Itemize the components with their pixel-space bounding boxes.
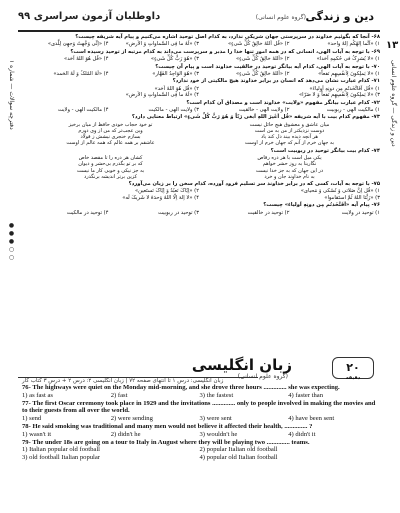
answer-option[interactable]: 3) old football Italian popular xyxy=(22,454,101,462)
answer-option[interactable]: ۳) «رَبُّنَا اللهُ ثُمَّ استَقاموا» xyxy=(324,194,380,201)
subject-group: (گروه علوم انسانی) xyxy=(255,14,306,21)
english-section-banner xyxy=(18,355,382,384)
question-text: 76- The highways were quiet on the Monday mid-morning, and she drove three hours .............. she was expecting. xyxy=(22,384,340,391)
english-syllabus: زبان انگلیسی: درس ۱ تا انتهای صفحه ۷۲ | زبان انگلیسی ۲: درس ۲ + درس ۳ کتاب کار xyxy=(22,378,224,384)
question-text: ۷۲- کدام عبارت بیانگر مفهوم «ولایت» خداوند است و مصداق آن کدام است؟ xyxy=(186,99,380,106)
question-text: ۶۹- با توجه به آیات الهی، انسانی که در همه امور تنها خدا را مدبر و سرپرست می‌داند به کدام مرتبه از توحید رسیده است؟ xyxy=(70,48,380,55)
poem-hemistich: کشان هر ذره را تا مقصد خاص xyxy=(78,155,143,162)
question-text: ۷۰- با توجه به آیات الهی، کدام آیه بیانگر توحید در خالقیت خداوند است و پیام آن چیست؟ xyxy=(155,63,380,70)
answer-option[interactable]: 3) wouldn't he xyxy=(199,430,238,438)
english-section-title: زبان انگلیسی xyxy=(191,356,292,374)
answer-option[interactable]: ۲) «اَللهُ خالِقُ کُلِّ شَیءٍ» xyxy=(236,56,290,63)
answer-options xyxy=(20,188,380,201)
answer-option[interactable]: ۲) «قُل اَللهُ خالِقُ کُلِّ شَیءٍ» xyxy=(227,41,290,48)
english-questions xyxy=(22,384,377,462)
poem-hemistich: هر آنچه دیده بیند دل کند یاد xyxy=(260,134,319,141)
poem-hemistich: در این جهان که به جز خدا نیست xyxy=(255,167,324,174)
question-text: ۷۴- کدام بیت بیانگر توحید در ربوبیت است؟ xyxy=(270,147,380,154)
answer-option[interactable]: ۳) «هُوَ رَبُّ کُلِّ شَیءٍ» xyxy=(150,56,199,63)
poem-hemistich: نگارینا به روز حشر خواهم xyxy=(262,161,317,168)
answer-options xyxy=(22,415,377,423)
poem-hemistich: کزین برتر اندیشه برنگذرد xyxy=(84,173,137,180)
question-text: ۷۶- پیام آیه «اَفَتَّخَذتُم مِن دونِهِ اَولیاءَ» چیست؟ xyxy=(263,202,380,209)
poem-hemistich: به جز نیکی و خوبی کار ما نیست xyxy=(76,167,145,174)
answer-options xyxy=(20,71,380,77)
answer-option[interactable]: ۱) «اَنَّما اِلهُکُم اِلهٌ واحد» xyxy=(327,41,380,48)
answer-options xyxy=(20,56,380,62)
question-text: ۷۱- کدام عبارت نشان می‌دهد که انسان در برابر خداوند هیچ مالکیتی از خود ندارد؟ xyxy=(172,78,380,85)
english-section-group: (گروه علوم انسانی) xyxy=(237,373,288,380)
question-text: ۷۳- مفهوم کدام بیت با آیه شریفه «قُل اَغَیرَ اللهِ اَبغی رَبّاً وَ هُوَ رَبُّ کُلِّ شَیءٍ» ارتباط معنایی دارد؟ xyxy=(131,114,380,121)
answer-option[interactable]: ۴) «لَهُ ما فِی السَّماواتِ وَ الاَرض» xyxy=(125,92,199,99)
left-sidebar xyxy=(3,60,15,490)
answer-option[interactable]: ۲) «اَللهُ خالِقُ کُلِّ شَیءٍ» xyxy=(236,71,290,78)
answer-option[interactable]: ۴) «قُل هُوَ اللهُ اَحَد» xyxy=(64,56,109,63)
answer-option[interactable]: 1) send xyxy=(22,415,42,423)
question-text: 78- He said smoking was traditional and many men would not believe it affected their health, .............. ? xyxy=(22,422,313,430)
question-text: 79- The under 18s are going on a tour to Italy in August where they will be playing two .............. teams. xyxy=(22,438,310,446)
poem-hemistich: تو خود حجاب خودی حافظ از میان برخیز xyxy=(68,121,153,128)
answer-option[interactable]: 2) were sending xyxy=(110,415,153,423)
answer-option[interactable]: ۴) «لَهُ المُلکُ وَ لَهُ الحَمد» xyxy=(53,71,109,78)
answer-option[interactable]: 1) Italian popular old football xyxy=(22,446,101,454)
subject-title: دین و زندگی xyxy=(305,10,374,23)
answer-option[interactable]: 2) popular Italian old football xyxy=(199,446,278,454)
time-badge-unit: دقیقه xyxy=(345,375,361,381)
answer-option[interactable]: ۱) «قُل اِنَّ صَلاتی وَ نُسُکی وَ مَحیای» xyxy=(300,188,380,195)
time-badge-number: ۲۰ xyxy=(346,361,360,374)
question-text: 77- The first Oscar ceremony took place in 1929 and the invitations .............. only to people involved in making the movies and to their guests from all over the world. xyxy=(22,399,376,415)
answer-option[interactable]: 3) the fastest xyxy=(199,391,234,399)
answer-option[interactable]: ۴) «لا اِلهَ اِلّا اللهُ وَحدَهُ لا شَریکَ لَه» xyxy=(122,194,199,201)
answer-option[interactable]: 4) faster than xyxy=(288,391,324,399)
poem-hemistich: بسازم خنجری نیشش ز فولاد xyxy=(80,134,141,141)
answer-options xyxy=(22,392,377,400)
right-sidebar-label: دین و زندگی — گروه علوم انسانی xyxy=(390,60,397,147)
answer-options xyxy=(20,41,380,47)
answer-option[interactable]: ۱) «لا یَملِکونَ لِاَنفُسِهِم نَفعاً» xyxy=(318,71,380,78)
answer-option[interactable]: 4) popular old Italian football xyxy=(199,454,278,462)
answer-option[interactable]: 3) were sent xyxy=(199,415,232,423)
poem-hemistich: به نام خداوند جان و خرد xyxy=(264,173,315,180)
answer-option[interactable]: ۳) «لَهُ ما فِی السَّماواتِ وَ الاَرض» xyxy=(125,41,199,48)
poem-hemistich: یکی میل است با هر ذره رقاص xyxy=(257,155,322,162)
answer-options xyxy=(22,431,377,439)
answer-option[interactable]: ۳) «هُوَ الوَاحِدُ القَهَّار» xyxy=(152,71,199,78)
answer-options xyxy=(20,107,380,113)
poem-verses xyxy=(24,122,376,147)
answer-option[interactable]: ۴) مالکیت الهی - ولایت xyxy=(58,107,109,114)
question-text: ۷۵- با توجه به آیات، کسی که در برابر خداوند سر تسلیم فرود آورده، کدام سخن را بر زبان می‌آورد؟ xyxy=(128,180,380,187)
answer-option[interactable]: ۱) توحید در ولایت xyxy=(341,209,380,216)
religion-questions xyxy=(20,34,380,217)
answer-option[interactable]: 2) fast xyxy=(110,391,128,399)
page-number: ۱۳ xyxy=(386,40,399,51)
poem-hemistich: وین عجب‌تر که من از وی دورم xyxy=(78,128,143,135)
answer-option[interactable]: ۳) ولایت الهی - مالکیت xyxy=(148,107,199,114)
poem-hemistich: عاشقم بر همه عالم که همه عالم از اوست xyxy=(66,140,155,147)
answer-option[interactable]: 1) wasn't it xyxy=(22,430,52,438)
answer-options xyxy=(20,86,380,99)
poem-hemistich: دوست نزدیکتر از من به من است xyxy=(254,128,325,135)
left-sidebar-label: دفترچه سوالات — شماره ۱ xyxy=(8,60,15,130)
answer-option[interactable]: ۱) مالکیت الهی - ربوبیت xyxy=(326,107,380,114)
answer-option[interactable]: ۴) «اِنِّی وَجَّهتُ وَجهِیَ لِلَّذی» xyxy=(47,41,109,48)
answer-option[interactable]: ۳) «لا یَملِکونَ لِاَنفُسِهِم نَفعاً وَ لا ضَرّا» xyxy=(298,92,380,99)
answer-option[interactable]: 4) have been sent xyxy=(288,415,335,423)
page-header xyxy=(18,8,380,32)
answer-option[interactable]: ۲) ولایت الهی - خالقیت xyxy=(238,107,290,114)
answer-option[interactable]: 1) as fast as xyxy=(22,391,53,399)
answer-option[interactable]: ۱) «لا یُشرِکُ فی حُکمِهِ اَحَدا» xyxy=(316,56,380,63)
answer-option[interactable]: ۲) «اِیّاکَ نَعبُدُ وَ اِیّاکَ نَستَعین» xyxy=(134,188,199,195)
answer-option[interactable]: ۲) «قُل هُوَ اللهُ اَحَد» xyxy=(154,85,199,92)
answer-option[interactable]: ۴) توحید در مالکیت xyxy=(66,209,109,216)
progress-marker-icon: ●●●○○ xyxy=(8,221,15,262)
answer-option[interactable]: ۲) توحید در خالقیت xyxy=(247,209,290,216)
question-text: ۶۸- آنجا که بگوئیم خداوند در سرپرستی جهان شریکی ندارد، به کدام اصل توحید اشاره می‌کنیم و پیام آیه شریفه چیست؟ xyxy=(75,34,380,40)
answer-options xyxy=(22,446,377,462)
answer-option[interactable]: ۳) توحید در ربوبیت xyxy=(158,209,199,216)
time-badge xyxy=(332,357,374,379)
answer-option[interactable]: ۱) «قُل اَفَاتَّخَذتُم مِن دونِهِ اَولیاءَ» xyxy=(309,85,380,92)
poem-verses xyxy=(24,155,376,180)
poem-hemistich: به جهان خرم از آنم که جهان خرم از اوست xyxy=(244,140,335,147)
exam-title: داوطلبان آزمون سراسری ۹۹ xyxy=(18,11,161,22)
answer-option[interactable]: 4) didn't it xyxy=(288,430,316,438)
answer-option[interactable]: 2) didn't he xyxy=(110,430,141,438)
poem-hemistich: میان عاشق و معشوق هیچ حائل نیست xyxy=(249,121,330,128)
poem-hemistich: که بر تو بگذرم بی‌حشر و دیوان xyxy=(78,161,143,168)
answer-options xyxy=(20,210,380,216)
